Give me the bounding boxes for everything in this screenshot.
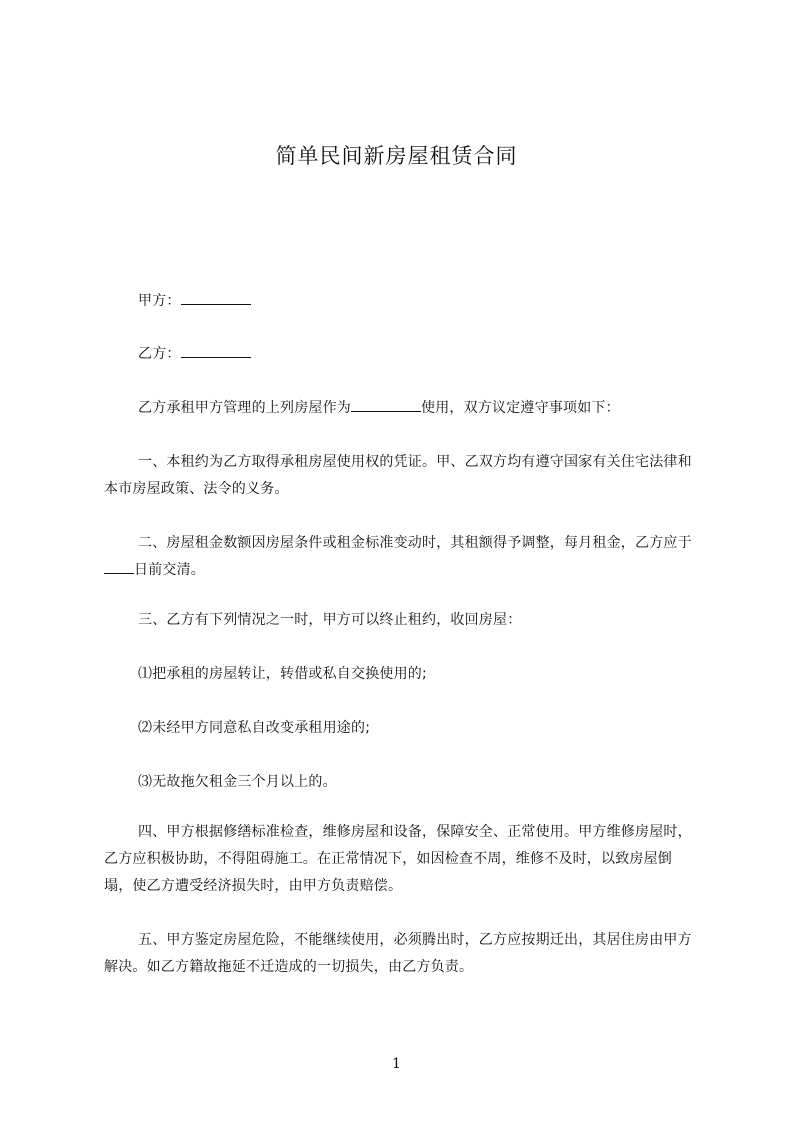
clause-5: 五、甲方鉴定房屋危险，不能继续使用，必须腾出时，乙方应按期迁出，其居住房由甲方解决。如乙方籍故拖延不迁造成的一切损失，由乙方负责。 — [104, 932, 692, 975]
clause-2-text-before: 二、房屋租金数额因房屋条件或租金标准变动时，其租额得予调整，每月租金，乙方应于 — [138, 535, 692, 551]
clause-4: 四、甲方根据修缮标准检查，维修房屋和设备，保障安全、正常使用。甲方维修房屋时，乙方应积极协助，不得阻碍施工。在正常情况下，如因检查不周，维修不及时，以致房屋倒塌，使乙方遭受经济损失时，由甲方负责赔偿。 — [104, 824, 692, 894]
party-a-blank — [181, 290, 251, 305]
usage-blank — [351, 397, 421, 412]
clause-3-item-1: ⑴把承租的房屋转让，转借或私自交换使用的; — [138, 666, 427, 682]
party-b-blank — [181, 343, 251, 358]
intro-paragraph — [104, 395, 694, 422]
document-title: 简单民间新房屋租赁合同 — [275, 144, 518, 168]
party-b-label: 乙方： — [138, 346, 181, 362]
party-a-label: 甲方： — [138, 293, 181, 309]
party-a-line — [104, 288, 694, 315]
clause-2 — [104, 530, 694, 584]
clause-2-text-after: 日前交清。 — [134, 562, 205, 578]
intro-text-after: 使用，双方议定遵守事项如下： — [421, 400, 620, 416]
party-b-line — [104, 341, 694, 368]
clause-1: 一、本租约为乙方取得承租房屋使用权的凭证。甲、乙双方均有遵守国家有关住宅法律和本市房屋政策、法令的义务。 — [104, 454, 692, 497]
page-number: 1 — [392, 1056, 401, 1072]
intro-text-before: 乙方承租甲方管理的上列房屋作为 — [138, 400, 351, 416]
due-day-blank — [104, 559, 134, 574]
clause-3-item-2: ⑵未经甲方同意私自改变承租用途的; — [138, 720, 371, 736]
clause-3: 三、乙方有下列情况之一时，甲方可以终止租约，收回房屋： — [138, 612, 522, 628]
clause-3-item-3: ⑶无故拖欠租金三个月以上的。 — [138, 774, 337, 790]
